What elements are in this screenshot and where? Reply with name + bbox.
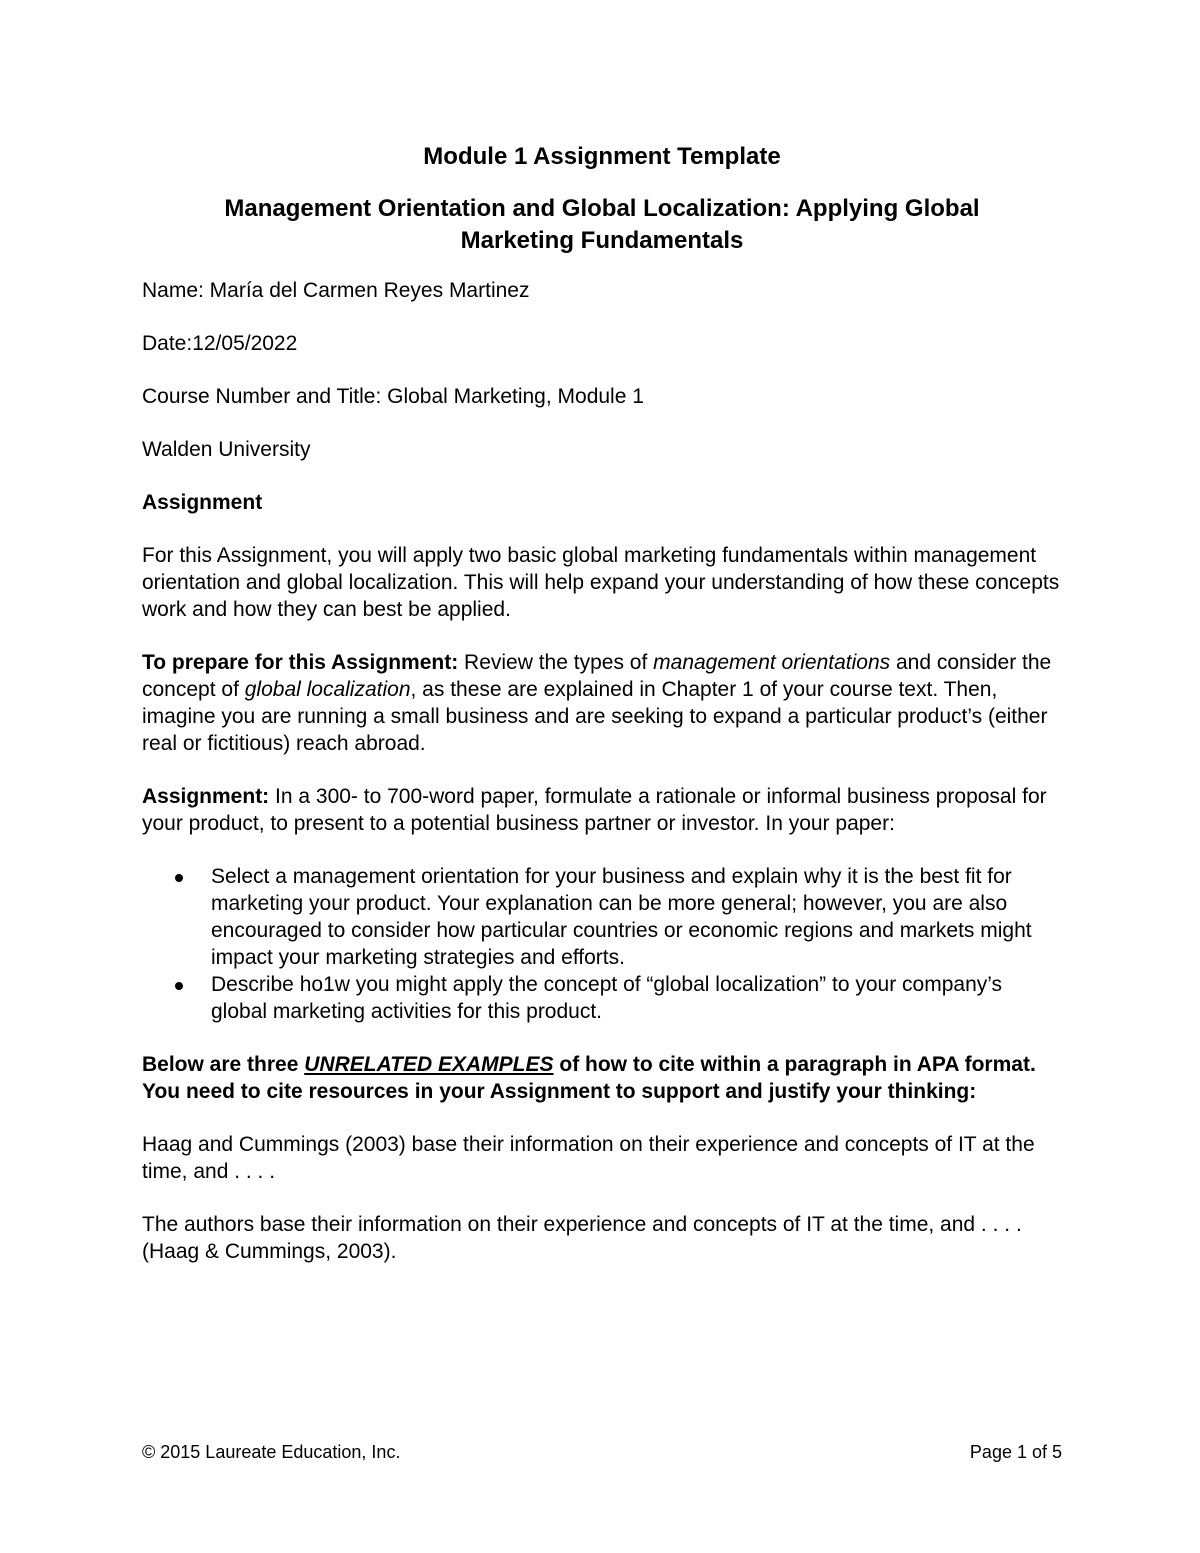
assignment-details-text: In a 300- to 700-word paper, formulate a rationale or informal business proposal for your product, to present to a potential business partner or investor. In your paper: (142, 785, 1047, 835)
document-title: Module 1 Assignment Template (423, 143, 781, 170)
apa-text-2: of how to cite within a paragraph in APA format. You need to cite resources in your Assignment to support and justify your thinking: (142, 1053, 1036, 1103)
copyright-notice: © 2015 Laureate Education, Inc. (142, 1442, 401, 1462)
document-body (142, 141, 1062, 1291)
student-name: Name: María del Carmen Reyes Martinez (142, 279, 530, 302)
prepare-text-2: and consider the concept of (142, 651, 1052, 701)
prepare-paragraph (142, 649, 1062, 757)
page-number: Page 1 of 5 (969, 1442, 1062, 1462)
bullet-icon (175, 982, 183, 990)
assignment-details-label: Assignment: (142, 785, 270, 808)
prepare-label: To prepare for this Assignment: (142, 651, 459, 674)
submission-date: Date:12/05/2022 (142, 332, 298, 355)
university-name: Walden University (142, 438, 311, 461)
intro-paragraph: For this Assignment, you will apply two basic global marketing fundamentals within management orientation and global localization. This will help expand your understanding of how these concepts work and how they can best be applied. (142, 544, 1060, 621)
course-number-title: Course Number and Title: Global Marketing, Module 1 (142, 385, 644, 408)
term-management-orientations: management orientations (653, 651, 891, 674)
list-item-text: Describe ho1w you might apply the concept of “global localization” to your company’s global marketing activities for this product. (211, 973, 1003, 1023)
apa-citation-note (142, 1051, 1062, 1105)
list-item (142, 863, 1062, 971)
citation-example-2: The authors base their information on their experience and concepts of IT at the time, and . . . . (Haag & Cummings, 2003). (142, 1213, 1022, 1263)
citation-example-1: Haag and Cummings (2003) base their information on their experience and concepts of IT at the time, and . . . . (142, 1133, 1035, 1183)
term-global-localization: global localization (244, 678, 411, 701)
assignment-details-paragraph (142, 783, 1062, 837)
bullet-icon (175, 874, 183, 882)
prepare-text-1: Review the types of (458, 651, 654, 674)
apa-emphasis: UNRELATED EXAMPLES (304, 1053, 554, 1076)
assignment-heading: Assignment (142, 491, 263, 514)
subtitle-line-2: Marketing Fundamentals (460, 227, 744, 254)
prepare-text-3: , as these are explained in Chapter 1 of your course text. Then, imagine you are running a small business and are seeking to expand a particular product’s (either real or fictitious) reach abroad. (142, 678, 1048, 755)
document-subtitle (142, 193, 1062, 257)
list-item (142, 971, 1062, 1025)
subtitle-line-1: Management Orientation and Global Localization: Applying Global (224, 195, 980, 222)
list-item-text: Select a management orientation for your business and explain why it is the best fit for marketing your product. Your explanation can be more general; however, you are also encouraged to consider how particular countries or economic regions and markets might impact your marketing strategies and efforts. (211, 865, 1032, 969)
apa-text-1: Below are three (142, 1053, 305, 1076)
requirements-list (142, 863, 1062, 1025)
